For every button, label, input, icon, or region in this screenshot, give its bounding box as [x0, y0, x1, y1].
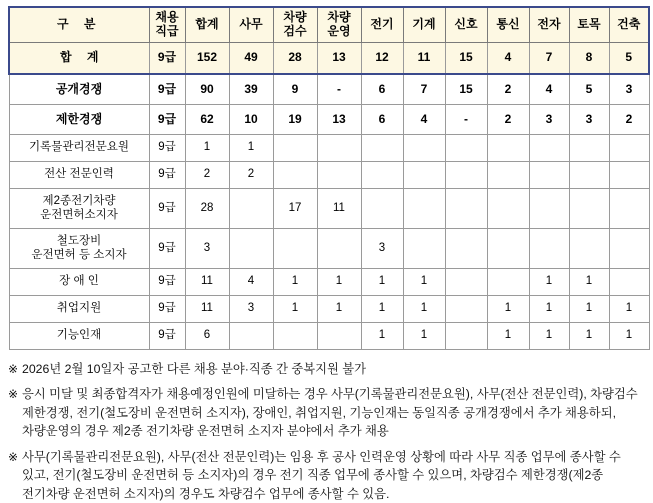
row-employment-vehicle-operation: 1 [317, 296, 361, 323]
row-disabled-civil: 1 [569, 269, 609, 296]
row-railway-office [229, 229, 273, 269]
header-vehicle-inspection-line2: 검수 [283, 24, 307, 38]
row-skilled-civil: 1 [569, 323, 609, 350]
row-type2-sum: 28 [185, 189, 229, 229]
header-signal: 신호 [445, 7, 487, 43]
row-type2-electric [361, 189, 403, 229]
row-type2-machine [403, 189, 445, 229]
header-office: 사무 [229, 7, 273, 43]
row-total-vehicle-inspection: 28 [273, 43, 317, 75]
row-employment-office: 3 [229, 296, 273, 323]
recruitment-table [8, 6, 650, 350]
row-employment-electric: 1 [361, 296, 403, 323]
row-label-disabled: 장 애 인 [9, 269, 149, 296]
row-it-architecture [609, 162, 649, 189]
row-disabled-office: 4 [229, 269, 273, 296]
row-employment-communication: 1 [487, 296, 529, 323]
header-civil: 토목 [569, 7, 609, 43]
row-total-communication: 4 [487, 43, 529, 75]
row-limited-office: 10 [229, 105, 273, 135]
row-limited-civil: 3 [569, 105, 609, 135]
notes-section [8, 360, 645, 503]
row-grade-limited: 9급 [149, 105, 185, 135]
note-text-1: 2026년 2월 10일자 공고한 다른 채용 분야·직종 간 중복지원 불가 [22, 362, 367, 376]
row-label-open-competition: 공개경쟁 [9, 74, 149, 105]
row-grade-open: 9급 [149, 74, 185, 105]
table-row-skilled-talent [9, 323, 649, 350]
row-open-architecture: 3 [609, 74, 649, 105]
header-electronics: 전자 [529, 7, 569, 43]
row-total-office: 49 [229, 43, 273, 75]
row-it-machine [403, 162, 445, 189]
header-gubun: 구 분 [9, 7, 149, 43]
row-grade-disabled: 9급 [149, 269, 185, 296]
note-item-1 [8, 360, 645, 378]
header-communication: 통신 [487, 7, 529, 43]
row-employment-machine: 1 [403, 296, 445, 323]
row-type2-architecture [609, 189, 649, 229]
row-open-vehicle-inspection: 9 [273, 74, 317, 105]
row-skilled-vehicle-operation [317, 323, 361, 350]
row-label-limited-competition: 제한경쟁 [9, 105, 149, 135]
row-railway-electronics [529, 229, 569, 269]
row-skilled-vehicle-inspection [273, 323, 317, 350]
row-type2-vehicle-inspection: 17 [273, 189, 317, 229]
row-total-machine: 11 [403, 43, 445, 75]
row-railway-machine [403, 229, 445, 269]
row-railway-signal [445, 229, 487, 269]
row-label-skilled-talent: 기능인재 [9, 323, 149, 350]
row-records-sum: 1 [185, 135, 229, 162]
header-vehicle-operation [317, 7, 361, 43]
row-it-electric [361, 162, 403, 189]
header-grade-line2: 직급 [155, 24, 179, 38]
row-open-sum: 90 [185, 74, 229, 105]
table-row-employment-support [9, 296, 649, 323]
table-row-limited-competition [9, 105, 649, 135]
row-disabled-electric: 1 [361, 269, 403, 296]
row-type2-communication [487, 189, 529, 229]
header-electric: 전기 [361, 7, 403, 43]
row-open-vehicle-operation: - [317, 74, 361, 105]
row-it-signal [445, 162, 487, 189]
row-label-type2-license [9, 189, 149, 229]
row-type2-signal [445, 189, 487, 229]
note-item-3 [8, 448, 645, 503]
row-skilled-electronics: 1 [529, 323, 569, 350]
table-row-open-competition [9, 74, 649, 105]
row-railway-communication [487, 229, 529, 269]
row-it-vehicle-inspection [273, 162, 317, 189]
note-mark-2: ※ [8, 387, 19, 402]
row-grade-skilled: 9급 [149, 323, 185, 350]
row-limited-electronics: 3 [529, 105, 569, 135]
row-employment-vehicle-inspection: 1 [273, 296, 317, 323]
row-it-communication [487, 162, 529, 189]
row-skilled-machine: 1 [403, 323, 445, 350]
table-row-records-manager [9, 135, 649, 162]
row-records-communication [487, 135, 529, 162]
table-row-total [9, 43, 649, 75]
row-total-electronics: 7 [529, 43, 569, 75]
row-total-electric: 12 [361, 43, 403, 75]
row-grade-railway: 9급 [149, 229, 185, 269]
header-vehicle-inspection-line1: 차량 [283, 10, 307, 25]
row-disabled-electronics: 1 [529, 269, 569, 296]
row-railway-electric: 3 [361, 229, 403, 269]
row-limited-sum: 62 [185, 105, 229, 135]
row-grade-type2: 9급 [149, 189, 185, 229]
row-railway-architecture [609, 229, 649, 269]
row-skilled-sum: 6 [185, 323, 229, 350]
row-records-architecture [609, 135, 649, 162]
row-label-railway-line2: 운전면허 등 소지자 [31, 248, 127, 261]
table-row-type2-license [9, 189, 649, 229]
table-body [9, 43, 649, 350]
row-records-civil [569, 135, 609, 162]
row-type2-electronics [529, 189, 569, 229]
row-limited-signal: - [445, 105, 487, 135]
table-row-disabled [9, 269, 649, 296]
row-type2-civil [569, 189, 609, 229]
row-disabled-architecture [609, 269, 649, 296]
note-text-3: 사무(기록물관리전문요원), 사무(전산 전문인력)는 임용 후 공사 인력운영 상황에 따라 사무 직종 업무에 종사할 수 있고, 전기(철도장비 운전면허 등 소지자)의 경우 전기 직종 업무에 종사할 수 있으며, 차량검수 제한경쟁(제2종 전기차량 운전면허 소지자)의 경우도 차량검수 업무에 종사할 수 있음. [22, 449, 621, 501]
header-grade-line1: 채용 [155, 10, 179, 25]
row-employment-civil: 1 [569, 296, 609, 323]
row-label-records-manager: 기록물관리전문요원 [9, 135, 149, 162]
row-railway-sum: 3 [185, 229, 229, 269]
row-label-railway-equipment [9, 229, 149, 269]
header-vehicle-inspection [273, 7, 317, 43]
row-limited-vehicle-inspection: 19 [273, 105, 317, 135]
row-label-railway-line1: 철도장비 [56, 235, 102, 248]
note-text-2: 응시 미달 및 최종합격자가 채용예정인원에 미달하는 경우 사무(기록물관리전문요원), 사무(전산 전문인력), 차량검수 제한경쟁, 전기(철도장비 운전면허 소지자), 장애인, 취업지원, 기능인재는 동일직종 공개경쟁에서 추가 채용하되, 차량운영의 경우 제2종 전기차량 운전면허 소지자 분야에서 추가 채용 [22, 387, 638, 439]
header-architecture: 건축 [609, 7, 649, 43]
row-records-vehicle-operation [317, 135, 361, 162]
row-disabled-sum: 11 [185, 269, 229, 296]
row-open-machine: 7 [403, 74, 445, 105]
header-total: 합계 [185, 7, 229, 43]
row-open-civil: 5 [569, 74, 609, 105]
row-skilled-electric: 1 [361, 323, 403, 350]
row-open-electric: 6 [361, 74, 403, 105]
row-disabled-machine: 1 [403, 269, 445, 296]
row-records-machine [403, 135, 445, 162]
header-grade [149, 7, 185, 43]
row-total-signal: 15 [445, 43, 487, 75]
row-label-it-specialist: 전산 전문인력 [9, 162, 149, 189]
row-records-vehicle-inspection [273, 135, 317, 162]
row-disabled-signal [445, 269, 487, 296]
table-row-railway-equipment [9, 229, 649, 269]
row-grade-records: 9급 [149, 135, 185, 162]
row-label-type2-line2: 운전면허소지자 [40, 208, 118, 221]
row-grade-employment: 9급 [149, 296, 185, 323]
row-employment-architecture: 1 [609, 296, 649, 323]
row-skilled-signal [445, 323, 487, 350]
table-row-it-specialist [9, 162, 649, 189]
row-disabled-communication [487, 269, 529, 296]
row-records-office: 1 [229, 135, 273, 162]
row-disabled-vehicle-inspection: 1 [273, 269, 317, 296]
row-total-architecture: 5 [609, 43, 649, 75]
note-mark-3: ※ [8, 449, 19, 464]
row-open-electronics: 4 [529, 74, 569, 105]
row-label-type2-line1: 제2종전기차량 [42, 195, 116, 208]
row-total-vehicle-operation: 13 [317, 43, 361, 75]
row-limited-communication: 2 [487, 105, 529, 135]
table-header-row [9, 7, 649, 43]
row-limited-vehicle-operation: 13 [317, 105, 361, 135]
header-vehicle-operation-line1: 차량 [327, 10, 351, 25]
header-machine: 기계 [403, 7, 445, 43]
row-grade-it: 9급 [149, 162, 185, 189]
row-total-civil: 8 [569, 43, 609, 75]
row-skilled-architecture: 1 [609, 323, 649, 350]
row-open-signal: 15 [445, 74, 487, 105]
row-it-vehicle-operation [317, 162, 361, 189]
row-railway-civil [569, 229, 609, 269]
row-limited-electric: 6 [361, 105, 403, 135]
row-railway-vehicle-operation [317, 229, 361, 269]
row-total-sum: 152 [185, 43, 229, 75]
row-it-civil [569, 162, 609, 189]
row-employment-sum: 11 [185, 296, 229, 323]
row-it-office: 2 [229, 162, 273, 189]
row-label-total: 합 계 [9, 43, 149, 75]
row-records-electric [361, 135, 403, 162]
row-open-office: 39 [229, 74, 273, 105]
row-limited-architecture: 2 [609, 105, 649, 135]
row-skilled-office [229, 323, 273, 350]
row-it-sum: 2 [185, 162, 229, 189]
row-employment-electronics: 1 [529, 296, 569, 323]
header-vehicle-operation-line2: 운영 [327, 24, 351, 38]
row-limited-machine: 4 [403, 105, 445, 135]
row-type2-vehicle-operation: 11 [317, 189, 361, 229]
row-type2-office [229, 189, 273, 229]
row-records-signal [445, 135, 487, 162]
row-it-electronics [529, 162, 569, 189]
row-grade-total: 9급 [149, 43, 185, 75]
row-disabled-vehicle-operation: 1 [317, 269, 361, 296]
row-label-employment-support: 취업지원 [9, 296, 149, 323]
row-open-communication: 2 [487, 74, 529, 105]
row-records-electronics [529, 135, 569, 162]
note-item-2 [8, 385, 645, 440]
row-railway-vehicle-inspection [273, 229, 317, 269]
note-mark-1: ※ [8, 362, 19, 376]
row-employment-signal [445, 296, 487, 323]
row-skilled-communication: 1 [487, 323, 529, 350]
